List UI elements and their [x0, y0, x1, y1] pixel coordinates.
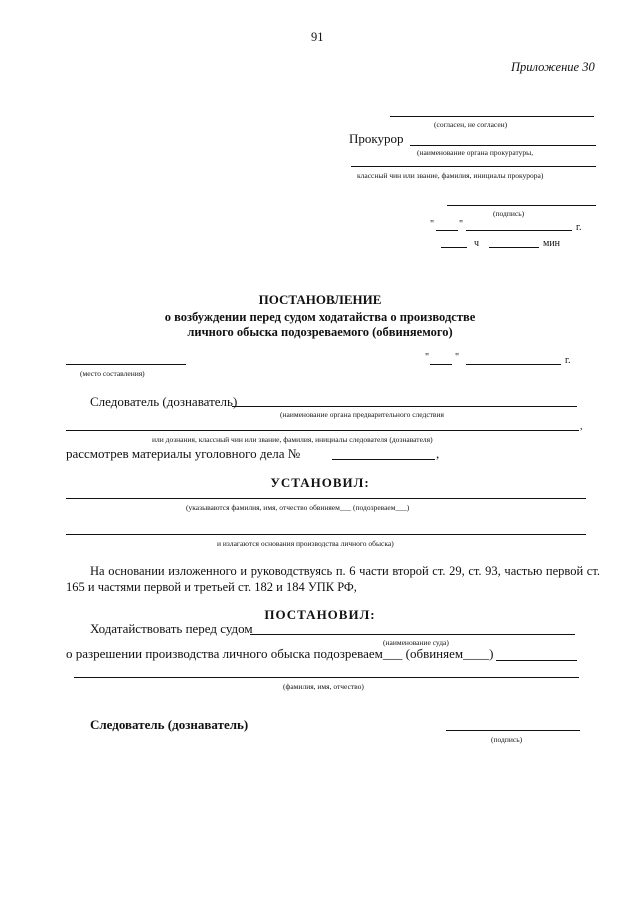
petition-text: Ходатайствовать перед судом: [90, 621, 253, 636]
case-number-line[interactable]: [332, 459, 435, 460]
signature-label: Следователь (дознаватель): [90, 717, 249, 732]
resolved-heading: ПОСТАНОВИЛ:: [264, 607, 376, 622]
permission-text: о разрешении производства личного обыска подозреваем___ (обвиняем____): [66, 646, 494, 661]
prosecutor-caption: (наименование органа прокуратуры,: [417, 148, 534, 157]
agree-caption: (согласен, не согласен): [434, 120, 508, 129]
prosecutor-rank-line[interactable]: [351, 166, 596, 167]
date-day-line[interactable]: [430, 364, 452, 365]
court-line[interactable]: [250, 634, 575, 635]
suspect-name-caption: (фамилия, имя, отчество): [283, 682, 364, 691]
approval-minute-line[interactable]: [489, 247, 539, 248]
approval-minute-label: мин: [543, 238, 561, 249]
prosecutor-label: Прокурор: [349, 131, 404, 146]
investigator-signature-caption: (подпись): [491, 735, 523, 744]
established-caption2: и излагаются основания производства личного обыска): [217, 539, 394, 548]
legal-basis-text: На основании изложенного и руководствуясь п. 6 части второй ст. 29, ст. 93, частью первой ст. 165 и частями первой и третьей ст. 182 и 184 УПК РФ,: [66, 564, 600, 594]
established-line1[interactable]: [66, 498, 586, 499]
approval-date-open-quote: ": [430, 219, 435, 230]
prosecutor-rank-caption: классный чин или звание, фамилия, инициалы прокурора): [357, 171, 544, 180]
permission-line[interactable]: [496, 660, 577, 661]
prosecutor-signature-caption: (подпись): [493, 209, 525, 218]
appendix-label: Приложение 30: [511, 60, 595, 74]
investigator-rank-line[interactable]: [66, 430, 579, 431]
established-heading: УСТАНОВИЛ:: [270, 475, 370, 490]
case-materials-text: рассмотрев материалы уголовного дела №: [66, 446, 301, 461]
investigator-rank-comma: ,: [580, 421, 583, 432]
date-year-label: г.: [565, 355, 571, 366]
place-caption: (место составления): [80, 369, 145, 378]
established-caption1: (указываются фамилия, имя, отчество обвиняем___ (подозреваем___): [186, 503, 410, 512]
approval-date-close-quote: ": [459, 219, 464, 230]
approval-hour-label: ч: [474, 238, 480, 249]
prosecutor-signature-line[interactable]: [447, 205, 596, 206]
approval-hour-line[interactable]: [441, 247, 467, 248]
document-subtitle-line1: о возбуждении перед судом ходатайства о производстве: [164, 310, 476, 324]
date-month-year-line[interactable]: [466, 364, 561, 365]
approval-year-label: г.: [576, 222, 582, 233]
investigator-body-line[interactable]: [232, 406, 577, 407]
document-title: ПОСТАНОВЛЕНИЕ: [258, 292, 382, 307]
agree-line[interactable]: [390, 116, 594, 117]
approval-month-line[interactable]: [466, 230, 572, 231]
page-number: 91: [311, 30, 324, 44]
approval-day-line[interactable]: [436, 230, 458, 231]
suspect-name-line[interactable]: [74, 677, 579, 678]
place-line[interactable]: [66, 364, 186, 365]
investigator-signature-line[interactable]: [446, 730, 580, 731]
prosecutor-line[interactable]: [410, 145, 596, 146]
investigator-label: Следователь (дознаватель): [90, 394, 238, 409]
date-open-quote: ": [425, 352, 430, 363]
date-close-quote: ": [455, 352, 460, 363]
case-number-comma: ,: [436, 446, 440, 461]
document-subtitle-line2: личного обыска подозреваемого (обвиняемого): [187, 325, 453, 339]
established-line2[interactable]: [66, 534, 586, 535]
court-caption: (наименование суда): [383, 638, 449, 647]
investigator-rank-caption: или дознания, классный чин или звание, фамилия, инициалы следователя (дознавателя): [152, 435, 433, 444]
investigator-body-caption: (наименование органа предварительного следствия: [280, 410, 444, 419]
